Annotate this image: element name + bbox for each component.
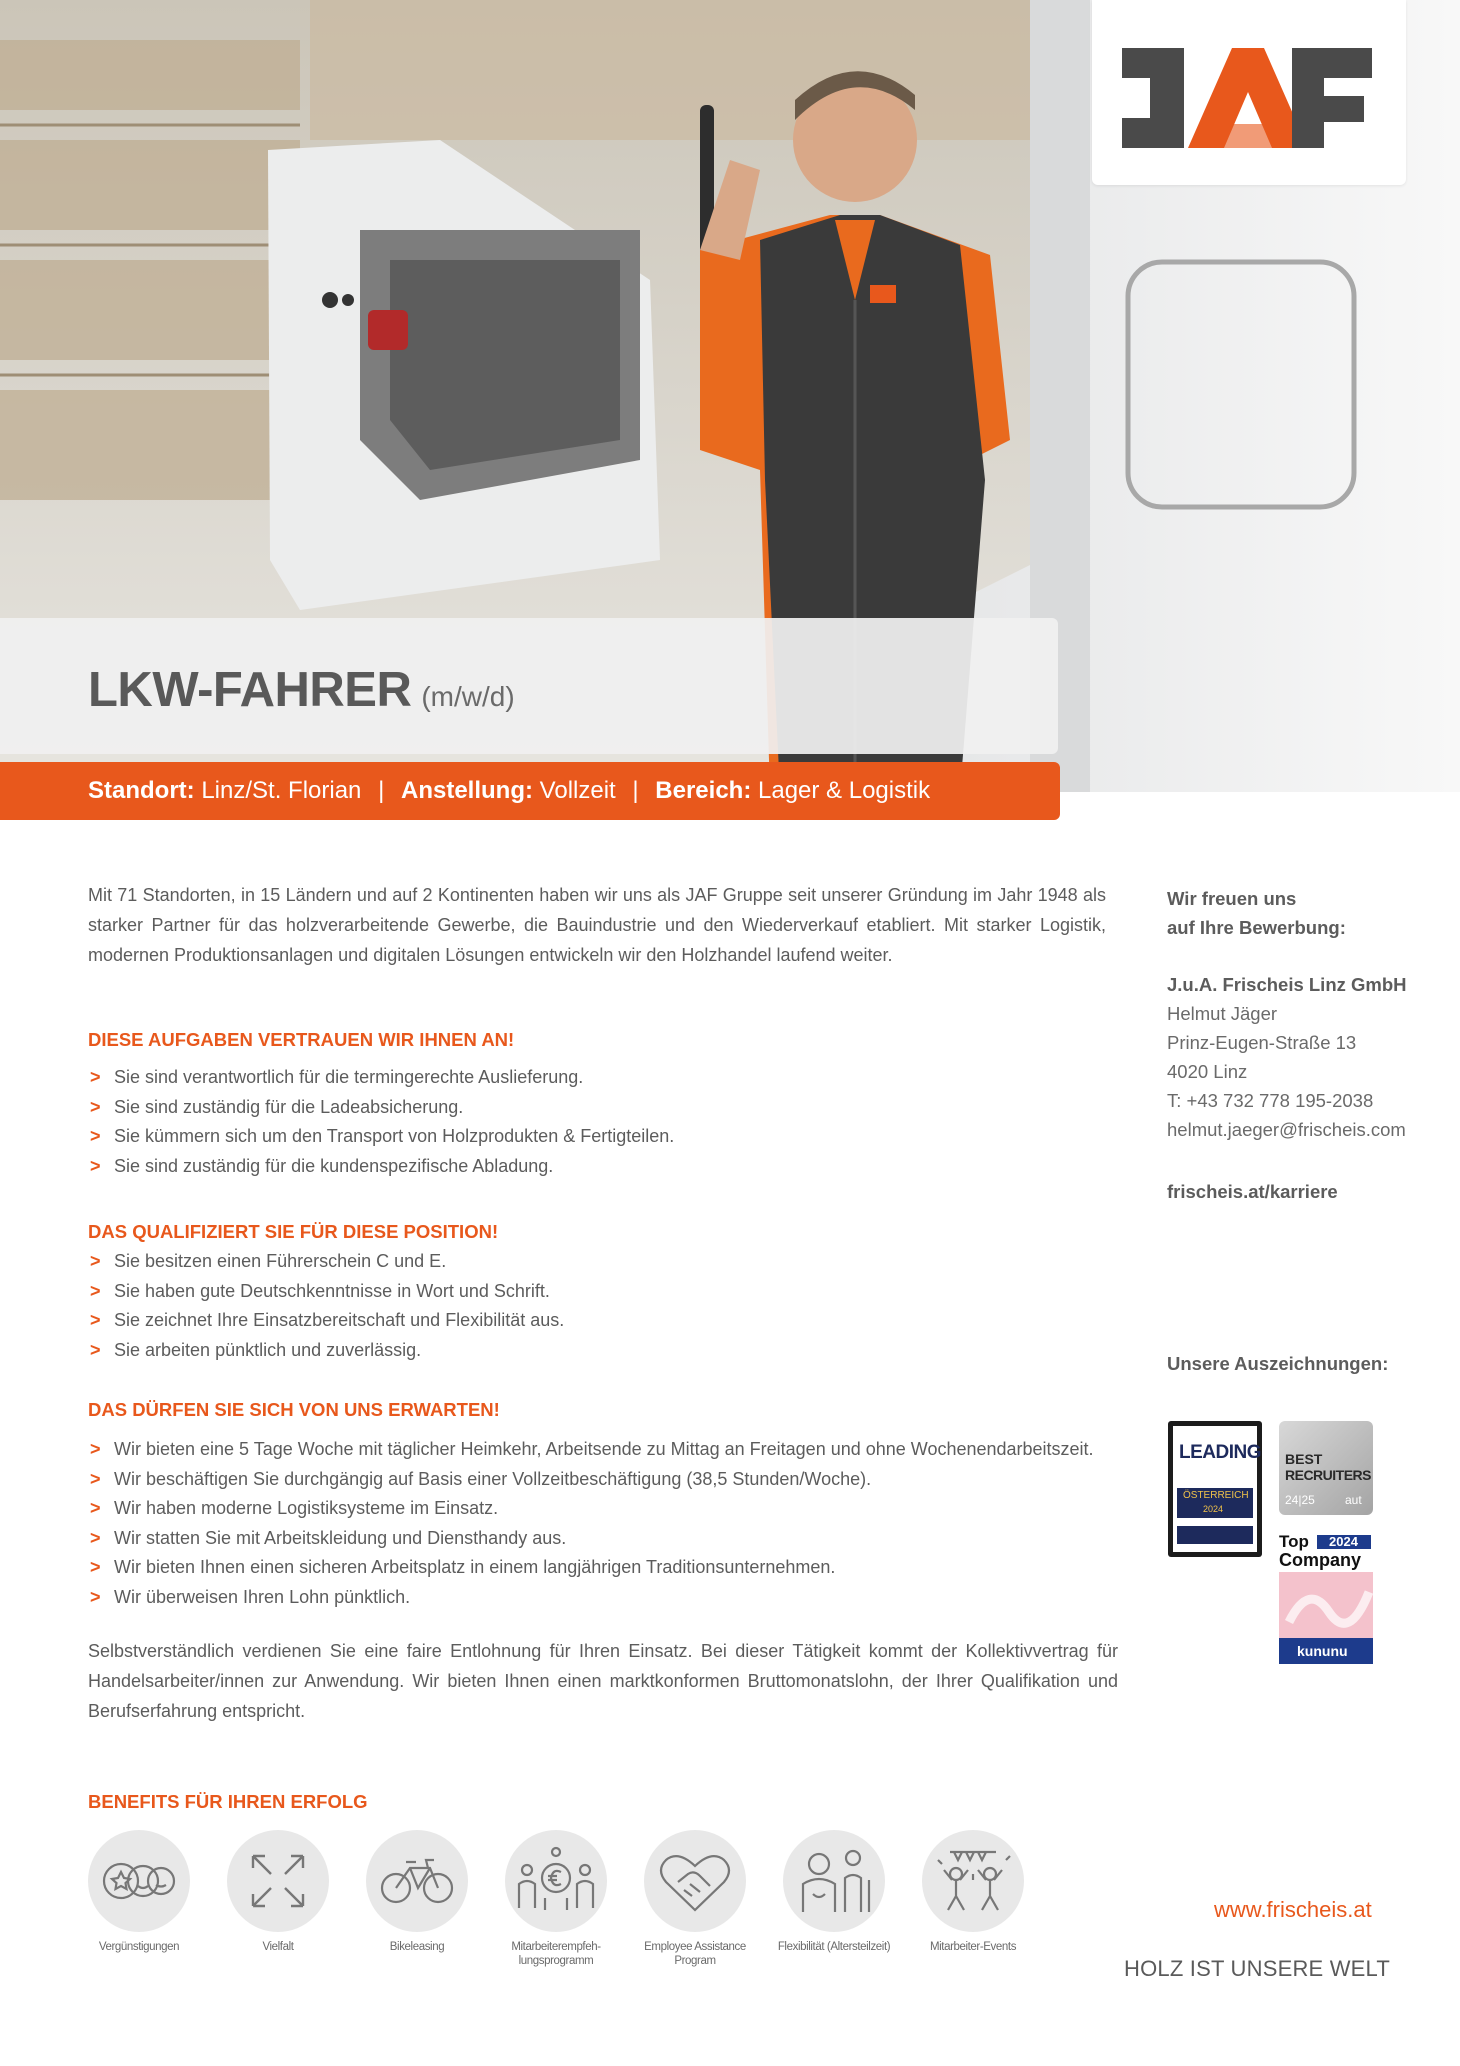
handshake-heart-icon: [644, 1830, 746, 1932]
list-item: [88, 1277, 564, 1307]
party-people-icon: [922, 1830, 1024, 1932]
list-item-text: Sie besitzen einen Führerschein C und E.: [114, 1251, 447, 1271]
qualifications-heading: DAS QUALIFIZIERT SIE FÜR DIESE POSITION!: [88, 1221, 499, 1242]
list-item: [88, 1336, 564, 1366]
list-item: [88, 1306, 564, 1336]
list-item-text: Sie sind zuständig für die kundenspezifische Abladung.: [114, 1155, 554, 1176]
award-text: Top: [1279, 1532, 1309, 1551]
award-text: kununu: [1297, 1643, 1348, 1659]
leading-employer-badge: [1168, 1421, 1262, 1557]
list-item-text: Wir haben moderne Logistiksysteme im Einsatz.: [114, 1498, 499, 1518]
job-title-text: LKW-FAHRER: [88, 663, 412, 717]
website-link[interactable]: www.frischeis.at: [1214, 1897, 1372, 1922]
list-item-text: Wir bieten eine 5 Tage Woche mit täglicher Heimkehr, Arbeitsende zu Mittag an Freitagen und ohne Wochenendarbeitszeit.: [114, 1439, 1094, 1459]
diversity-arrows-icon: [227, 1830, 329, 1932]
chevron-right-icon: >: [90, 1468, 101, 1489]
kununu-top-company-badge: [1279, 1530, 1373, 1666]
chevron-right-icon: >: [90, 1155, 101, 1176]
benefit-label: Employee Assistance Program: [644, 1941, 746, 1967]
award-text: RECRUITERS: [1285, 1467, 1372, 1483]
offers-heading: DAS DÜRFEN SIE SICH VON UNS ERWARTEN!: [88, 1399, 500, 1420]
apply-heading: [1167, 884, 1346, 942]
separator: |: [632, 777, 639, 804]
list-item: [88, 1524, 1094, 1554]
contact-name: Helmut Jäger: [1167, 1003, 1278, 1024]
closing-paragraph: Selbstverständlich verdienen Sie eine faire Entlohnung für Ihren Einsatz. Bei dieser Tätigkeit kommt der Kollektivvertrag für Handelsarbeiter/innen zur Anwendung. Wir bieten Ihnen einen marktkonformen Bruttomonatslohn, der Ihrer Qualifikation und Berufserfahrung entspricht.: [88, 1641, 1118, 1721]
award-text: BEST: [1285, 1451, 1323, 1467]
location-label: Standort:: [88, 777, 195, 804]
chevron-right-icon: >: [90, 1439, 101, 1459]
qualifications-list: [88, 1247, 564, 1365]
award-text: aut: [1345, 1493, 1362, 1507]
list-item-text: Sie zeichnet Ihre Einsatzbereitschaft und Flexibilität aus.: [114, 1310, 565, 1330]
chevron-right-icon: >: [90, 1586, 101, 1607]
contact-street: Prinz-Eugen-Straße 13: [1167, 1032, 1357, 1053]
list-item: [88, 1583, 1094, 1613]
list-item: [88, 1122, 674, 1152]
apply-heading-line: auf Ihre Bewerbung:: [1167, 917, 1346, 938]
benefit-label: Mitarbeiter-Events: [929, 1941, 1017, 1953]
chevron-right-icon: >: [90, 1310, 101, 1330]
benefit-label: Vielfalt: [262, 1941, 294, 1953]
job-info-bar: [0, 762, 1060, 820]
company-name: J.u.A. Frischeis Linz GmbH: [1167, 974, 1407, 995]
list-item-text: Sie sind zuständig für die Ladeabsicherung.: [114, 1096, 464, 1117]
list-item-text: Wir bieten Ihnen einen sicheren Arbeitsplatz in einem langjährigen Traditionsunternehmen.: [114, 1557, 836, 1577]
offers-list: [88, 1435, 1094, 1612]
award-text: 2024: [1329, 1534, 1358, 1549]
contact-phone[interactable]: T: +43 732 778 195-2038: [1167, 1090, 1374, 1111]
contact-block: [1167, 970, 1407, 1144]
apply-heading-line: Wir freuen uns: [1167, 888, 1297, 909]
list-item-text: Sie kümmern sich um den Transport von Holzprodukten & Fertigteilen.: [114, 1126, 675, 1146]
tasks-heading: DIESE AUFGABEN VERTRAUEN WIR IHNEN AN!: [88, 1029, 515, 1050]
list-item-text: Wir statten Sie mit Arbeitskleidung und Diensthandy aus.: [114, 1527, 567, 1548]
location-value: Linz/St. Florian: [201, 777, 362, 804]
chevron-right-icon: >: [90, 1126, 101, 1146]
award-text: 24|25: [1285, 1493, 1315, 1507]
list-item: [88, 1553, 1094, 1583]
benefit-label: Vergünstigungen: [98, 1941, 180, 1953]
bicycle-icon: [366, 1830, 468, 1932]
benefits-heading: BENEFITS FÜR IHREN ERFOLG: [88, 1791, 368, 1812]
list-item: [88, 1465, 1094, 1495]
company-logo-box: [1092, 0, 1406, 185]
employment-label: Anstellung:: [400, 777, 533, 804]
job-title-suffix: (m/w/d): [421, 681, 515, 712]
jaf-logo: [1092, 0, 1406, 185]
award-text: Company: [1279, 1550, 1362, 1570]
award-text: ÖSTERREICH: [1183, 1490, 1249, 1501]
separator: |: [378, 777, 385, 804]
slogan: HOLZ IST UNSERE WELT: [1124, 1956, 1391, 1981]
contact-email[interactable]: helmut.jaeger@frischeis.com: [1167, 1119, 1406, 1140]
chevron-right-icon: >: [90, 1339, 101, 1360]
award-text: 2024: [1203, 1504, 1224, 1514]
chevron-right-icon: >: [90, 1557, 101, 1577]
area-label: Bereich:: [655, 777, 752, 804]
contact-city: 4020 Linz: [1167, 1061, 1248, 1082]
list-item: [88, 1093, 674, 1123]
job-title: [88, 662, 515, 718]
list-item: [88, 1247, 564, 1277]
chevron-right-icon: >: [90, 1096, 101, 1117]
list-item-text: Sie sind verantwortlich für die termingerechte Auslieferung.: [114, 1067, 584, 1087]
best-recruiters-badge: [1279, 1421, 1373, 1515]
list-item-text: Sie haben gute Deutschkenntnisse in Wort und Schrift.: [114, 1280, 550, 1301]
area-value: Lager & Logistik: [758, 777, 931, 804]
award-text: LEADING: [1179, 1442, 1261, 1463]
discount-smileys-icon: [88, 1830, 190, 1932]
kununu-pattern-icon: [1279, 1572, 1373, 1638]
chevron-right-icon: >: [90, 1280, 101, 1301]
chevron-right-icon: >: [90, 1067, 101, 1087]
benefit-label: Bikeleasing: [389, 1941, 445, 1953]
awards-heading: Unsere Auszeichnungen:: [1167, 1353, 1389, 1374]
intro-paragraph: Mit 71 Standorten, in 15 Ländern und auf 2 Kontinenten haben wir uns als JAF Gruppe seit unserer Gründung im Jahr 1948 als starker Partner für das holzverarbeitende Gewerbe, die Bauindustrie und den Wiederverkauf etabliert. Mit starker Logistik, modernen Produktionsanlagen und digitalen Lösungen entwickeln wir den Holzhandel laufend weiter.: [88, 885, 1106, 965]
chevron-right-icon: >: [90, 1251, 101, 1271]
list-item-text: Wir beschäftigen Sie durchgängig auf Basis einer Vollzeitbeschäftigung (38,5 Stunden/Woche).: [114, 1468, 872, 1489]
list-item-text: Wir überweisen Ihren Lohn pünktlich.: [114, 1586, 411, 1607]
benefit-label: Flexibilität (Altersteilzeit): [777, 1941, 891, 1953]
chevron-right-icon: >: [90, 1498, 101, 1518]
list-item: [88, 1435, 1094, 1465]
chevron-right-icon: >: [90, 1527, 101, 1548]
referral-euro-icon: [505, 1830, 607, 1932]
employment-value: Vollzeit: [539, 777, 616, 804]
list-item-text: Sie arbeiten pünktlich und zuverlässig.: [114, 1339, 422, 1360]
age-flexibility-icon: [783, 1830, 885, 1932]
list-item: [88, 1063, 674, 1093]
career-link[interactable]: frischeis.at/karriere: [1167, 1181, 1338, 1202]
list-item: [88, 1152, 674, 1182]
benefit-label: Mitarbeiterempfeh-lungsprogramm: [511, 1941, 601, 1967]
list-item: [88, 1494, 1094, 1524]
tasks-list: [88, 1063, 674, 1181]
